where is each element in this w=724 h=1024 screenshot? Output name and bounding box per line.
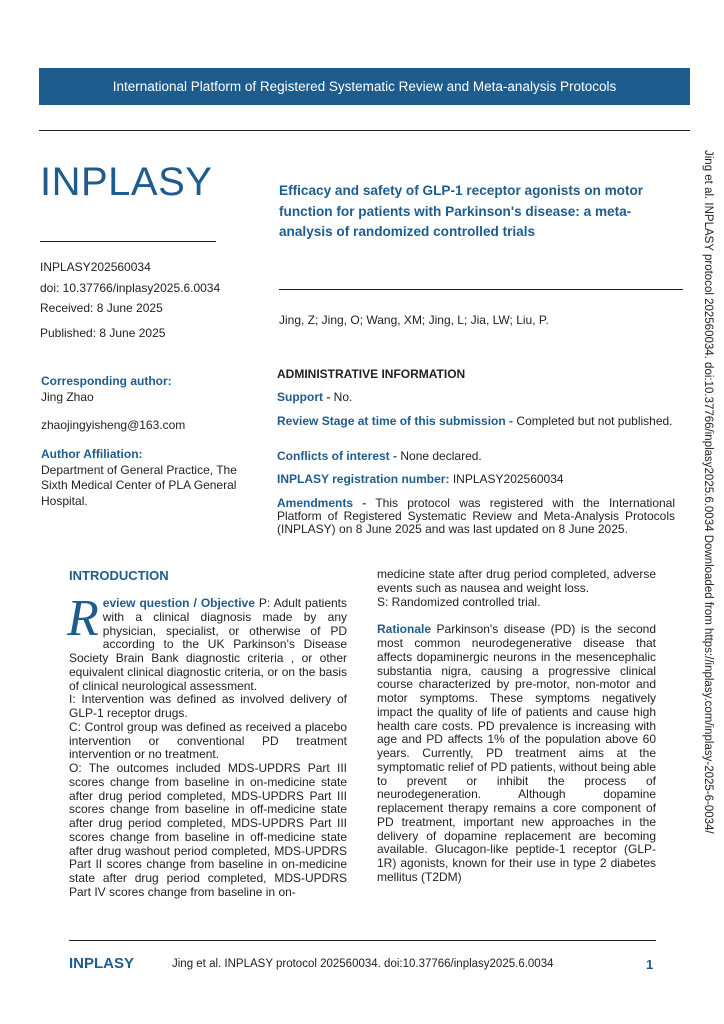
footer-rule bbox=[69, 940, 656, 941]
conflicts-line bbox=[277, 450, 675, 463]
brand-rule bbox=[40, 241, 216, 242]
corresponding-author-block bbox=[41, 374, 172, 405]
introduction-heading: INTRODUCTION bbox=[69, 568, 169, 583]
outcomes-continued: medicine state after drug period completed, adverse events such as nausea and weight loss. bbox=[377, 567, 656, 595]
intervention-paragraph: I: Intervention was defined as involved delivery of GLP-1 receptor drugs. bbox=[69, 692, 347, 720]
support-label: Support - bbox=[277, 390, 331, 404]
conflicts-value: None declared. bbox=[400, 449, 482, 463]
review-question-paragraph bbox=[67, 590, 347, 693]
footer-citation: Jing et al. INPLASY protocol 202560034. doi:10.37766/inplasy2025.6.0034 bbox=[172, 958, 554, 970]
admin-heading: ADMINISTRATIVE INFORMATION bbox=[277, 367, 466, 381]
registration-number-value: INPLASY202560034 bbox=[452, 472, 564, 486]
corresponding-author-name: Jing Zhao bbox=[41, 389, 94, 404]
journal-banner: International Platform of Registered Systematic Review and Meta-analysis Protocols bbox=[39, 68, 690, 105]
affiliation-block bbox=[41, 447, 246, 509]
drop-cap: R bbox=[67, 590, 99, 647]
rationale-text: Parkinson's disease (PD) is the second most common neurodegenerative disease that affects dopaminergic neurons in the mesencephalic substantia nigra, causing a progressive clinical course characterized by pre-motor, non-motor and motor symptoms. These symptoms negatively impact the quality of life of patients and cause high health care costs. PD prevalence is increasing with age and PD affects 1% of the population above 60 years. Currently, PD treatment aims at the symptomatic relief of PD patients, without being able to prevent or inhibit the process of neurodegeneration. Although dopamine replacement therapy remains a core component of PD treatment, important new approaches in the delivery of dopamine replacement are becoming available. Glucagon-like peptide-1 receptor (GLP-1R) agonists, known for their use in type 2 diabetes mellitus (T2DM) bbox=[377, 622, 656, 884]
article-title: Efficacy and safety of GLP-1 receptor agonists on motor function for patients with Parkinson's disease: a meta-analysis of randomized controlled trials bbox=[279, 183, 644, 239]
received-date: Received: 8 June 2025 bbox=[40, 301, 163, 315]
conflicts-label: Conflicts of interest - bbox=[277, 449, 398, 463]
support-value: No. bbox=[333, 390, 353, 404]
page-number: 1 bbox=[646, 957, 654, 972]
control-paragraph: C: Control group was defined as received a placebo intervention or conventional PD treatment intervention or no treatment. bbox=[69, 719, 347, 762]
review-stage-value: Completed but not published. bbox=[516, 414, 673, 428]
intro-column-left bbox=[67, 590, 347, 900]
author-list: Jing, Z; Jing, O; Wang, XM; Jing, L; Jia, LW; Liu, P. bbox=[279, 313, 549, 327]
amendments-line bbox=[277, 497, 675, 536]
rationale-paragraph bbox=[377, 623, 656, 884]
inplasy-logo: INPLASY bbox=[40, 160, 213, 204]
outcomes-paragraph: O: The outcomes included MDS-UPDRS Part III scores change from baseline in on-medicine state after drug period completed, MDS-UPDRS Part III scores change from baseline in off-medicine state after drug period completed, MDS-UPDRS Part III scores change from baseline in off-medicine state after drug washout period completed, MDS-UPDRS Part II scores change from baseline in on-medicine state after drug period completed, MDS-UPDRS Part IV scores change from baseline in on- bbox=[69, 761, 347, 899]
registration-id: INPLASY202560034 bbox=[40, 260, 151, 274]
support-line bbox=[277, 391, 675, 404]
review-stage-label: Review Stage at time of this submission - bbox=[277, 414, 514, 428]
rationale-label: Rationale bbox=[377, 622, 432, 637]
registration-number-line bbox=[277, 473, 675, 486]
corresponding-email[interactable]: zhaojingyisheng@163.com bbox=[41, 418, 186, 432]
corresponding-author-label: Corresponding author: bbox=[41, 374, 172, 388]
footer-logo: INPLASY bbox=[69, 955, 135, 972]
registration-number-label: INPLASY registration number: bbox=[277, 472, 450, 486]
affiliation-label: Author Affiliation: bbox=[41, 447, 143, 461]
study-design-paragraph: S: Randomized controlled trial. bbox=[377, 594, 541, 609]
review-stage-line bbox=[277, 415, 675, 428]
affiliation-text: Department of General Practice, The Sixth Medical Center of PLA General Hospital. bbox=[41, 462, 237, 508]
doi-text[interactable]: doi: 10.37766/inplasy2025.6.0034 bbox=[40, 281, 221, 295]
amendments-label: Amendments - bbox=[277, 496, 367, 510]
top-rule bbox=[39, 130, 690, 131]
intro-column-right bbox=[377, 568, 656, 885]
review-question-text: P: Adult patients with a clinical diagnosis made by any physician, specialist, or otherwise of PD according to the UK Parkinson's Disease Society Brain Bank diagnostic criteria , or other equivalent clinical diagnostic criteria, or on the basis of clinical neurological assessment. bbox=[69, 596, 347, 693]
title-rule bbox=[279, 289, 683, 290]
vertical-citation-sidebar: Jing et al. INPLASY protocol 202560034. doi:10.37766/inplasy2025.6.0034 Downloaded from https://inplasy.com/inplasy-2025-6-0034/ bbox=[702, 150, 714, 834]
review-question-label: eview question / Objective bbox=[102, 596, 255, 610]
published-date: Published: 8 June 2025 bbox=[40, 326, 166, 340]
amendments-value: This protocol was registered with the International Platform of Registered Systematic Review and Meta-Analysis Protocols (INPLASY) on 8 June 2025 and was last updated on 8 June 2025. bbox=[277, 496, 676, 536]
